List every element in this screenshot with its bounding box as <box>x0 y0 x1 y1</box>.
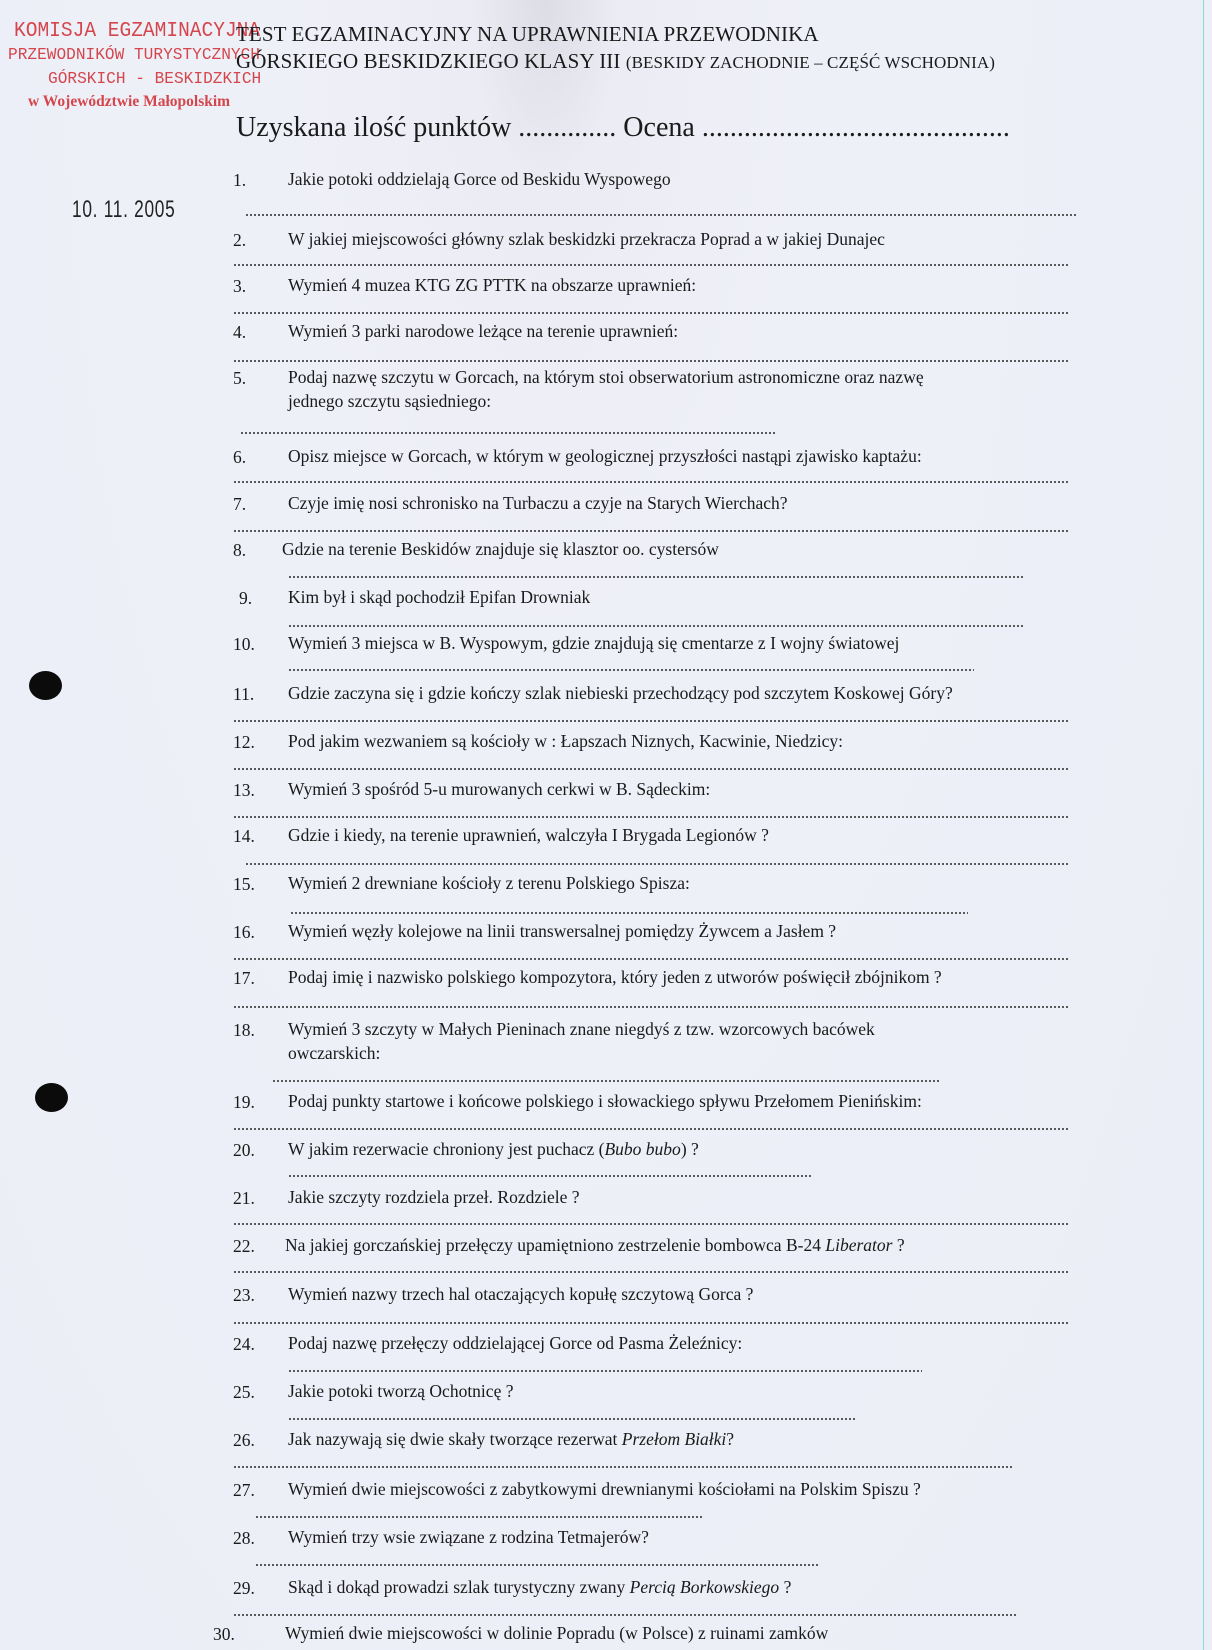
question-text <box>288 491 788 515</box>
question-text-main: Pod jakim wezwaniem są kościoły w : Łapszach Niznych, Kacwinie, Niedzicy: <box>288 731 843 751</box>
question-text <box>288 871 690 895</box>
question-number: 21. <box>233 1188 255 1208</box>
question-text-main: Gdzie i kiedy, na terenie uprawnień, walczyła I Brygada Legionów ? <box>288 825 769 845</box>
question-text-main: Podaj punkty startowe i końcowe polskiego i słowackiego spływu Przełomem Pienińskim: <box>288 1091 922 1111</box>
question-text <box>288 823 769 847</box>
answer-line[interactable] <box>272 1080 940 1082</box>
question-text-main: Kim był i skąd pochodził Epifan Drowniak <box>288 587 591 607</box>
question-number: 25. <box>233 1382 255 1402</box>
question-text-main: Wymień 3 spośród 5-u murowanych cerkwi w B. Sądeckim: <box>288 779 711 799</box>
question-text <box>285 1621 828 1645</box>
question-text <box>288 919 836 943</box>
question-text <box>288 1379 513 1403</box>
question-number: 7. <box>233 494 247 514</box>
answer-line[interactable] <box>288 1418 855 1420</box>
question-text-main: Wymień dwie miejscowości z zabytkowymi drewnianymi kościołami na Polskim Spiszu ? <box>288 1479 921 1499</box>
question-text-main: Podaj imię i nazwisko polskiego kompozytora, który jeden z utworów poświęcił zbójnikom ? <box>288 967 942 987</box>
question-text-main: Podaj nazwę przełęczy oddzielającej Gorce od Pasma Żeleźnicy: <box>288 1333 743 1353</box>
question-text-main: Wymień 3 szczyty w Małych Pieninach znane niegdyś z tzw. wzorcowych bacówek <box>288 1019 875 1039</box>
question-text <box>288 1089 922 1113</box>
question-number: 11. <box>233 684 255 704</box>
answer-line[interactable] <box>233 1466 1012 1468</box>
answer-line[interactable] <box>240 432 775 434</box>
question-number: 24. <box>233 1334 255 1354</box>
commission-stamp-line-4: w Województwie Małopolskim <box>28 93 231 110</box>
question-text-main: Skąd i dokąd prowadzi szlak turystyczny zwany <box>288 1577 630 1597</box>
answer-line[interactable] <box>245 214 1078 216</box>
question-text-main: Jakie potoki oddzielają Gorce od Beskidu Wyspowego <box>288 169 671 189</box>
answer-line[interactable] <box>233 720 1068 722</box>
question-text <box>288 319 678 343</box>
question-text <box>288 777 710 801</box>
exam-title-main: GÓRSKIEGO BESKIDZKIEGO KLASY III <box>236 49 621 73</box>
question-text <box>288 1477 921 1501</box>
question-text <box>288 1331 742 1355</box>
answer-line[interactable] <box>288 576 1023 578</box>
question-text-main: Czyje imię nosi schronisko na Turbaczu a czyje na Starych Wierchach? <box>288 493 788 513</box>
question-text <box>288 681 953 705</box>
question-text-main: Wymień trzy wsie związane z rodzina Tetmajerów? <box>288 1527 649 1547</box>
answer-line[interactable] <box>233 264 1068 266</box>
question-text-main: Wymień 3 parki narodowe leżące na terenie uprawnień: <box>288 321 679 341</box>
question-text-main: Wymień 4 muzea KTG ZG PTTK na obszarze uprawnień: <box>288 275 697 295</box>
commission-stamp-line-3: GÓRSKICH - BESKIDZKICH <box>48 70 262 89</box>
question-text-main: Wymień 2 drewniane kościoły z terenu Polskiego Spisza: <box>288 873 690 893</box>
question-text-main: Wymień 3 miejsca w B. Wyspowym, gdzie znajdują się cmentarze z I wojny światowej <box>288 633 900 653</box>
question-number: 17. <box>233 968 255 988</box>
question-text-tail: ) ? <box>680 1139 699 1159</box>
question-text-main: W jakim rezerwacie chroniony jest puchacz ( <box>288 1139 605 1159</box>
question-text-tail: ? <box>892 1235 905 1255</box>
answer-line[interactable] <box>288 1370 922 1372</box>
question-number: 10. <box>233 634 255 654</box>
question-number: 22. <box>233 1236 255 1256</box>
answer-line[interactable] <box>233 768 1068 770</box>
points-label: Uzyskana ilość punktów <box>236 112 512 143</box>
question-number: 3. <box>233 276 247 296</box>
question-number: 29. <box>233 1578 255 1598</box>
answer-line[interactable] <box>233 958 1068 960</box>
question-number: 18. <box>233 1020 255 1040</box>
grade-field[interactable]: ............................................ <box>701 112 1010 143</box>
answer-line[interactable] <box>233 1128 1068 1130</box>
question-text-italic: Percią Borkowskiego <box>629 1577 780 1597</box>
question-number: 14. <box>233 826 255 846</box>
question-text <box>288 1282 753 1306</box>
answer-line[interactable] <box>288 625 1025 627</box>
question-text-main: Jak nazywają się dwie skały tworzące rezerwat <box>288 1429 622 1449</box>
question-text <box>288 1017 875 1065</box>
answer-line[interactable] <box>233 1223 1068 1225</box>
question-number: 13. <box>233 780 255 800</box>
punch-hole <box>35 1083 68 1112</box>
question-text-continued: owczarskich: <box>288 1043 381 1063</box>
question-text <box>288 585 590 609</box>
question-text <box>288 1137 699 1161</box>
question-text <box>285 1233 905 1257</box>
answer-line[interactable] <box>288 1175 812 1177</box>
question-number: 15. <box>233 874 255 894</box>
date-stamp: 10. 11. 2005 <box>72 196 176 223</box>
grade-label: Ocena <box>623 112 695 143</box>
answer-line[interactable] <box>233 1271 1068 1273</box>
question-text-italic: Liberator <box>825 1235 893 1255</box>
answer-line[interactable] <box>233 312 1068 314</box>
question-text <box>288 167 671 191</box>
points-field[interactable]: .............. <box>518 112 617 143</box>
question-text <box>288 965 942 989</box>
answer-line[interactable] <box>233 816 1068 818</box>
answer-line[interactable] <box>233 360 1068 362</box>
question-text-main: Wymień nazwy trzech hal otaczających kopułę szczytową Gorca ? <box>288 1284 754 1304</box>
question-text <box>288 365 924 413</box>
answer-line[interactable] <box>233 481 1068 483</box>
question-number: 12. <box>233 732 255 752</box>
question-text-main: Opisz miejsce w Gorcach, w którym w geologicznej przyszłości nastąpi zjawisko kaptażu: <box>288 446 922 466</box>
question-text-main: Wymień dwie miejscowości w dolinie Popradu (w Polsce) z ruinami zamków <box>285 1623 829 1643</box>
answer-line[interactable] <box>233 530 1068 532</box>
answer-line[interactable] <box>255 1516 702 1518</box>
question-text-main: Jakie szczyty rozdziela przeł. Rozdziele ? <box>288 1187 580 1207</box>
question-text-main: Gdzie na terenie Beskidów znajduje się klasztor oo. cystersów <box>282 539 719 559</box>
exam-title-region: (BESKIDY ZACHODNIE – CZĘŚĆ WSCHODNIA) <box>625 53 996 72</box>
question-text-main: Jakie potoki tworzą Ochotnicę ? <box>288 1381 514 1401</box>
question-text-main: Na jakiej gorczańskiej przełęczy upamiętniono zestrzelenie bombowca B-24 <box>285 1235 826 1255</box>
question-number: 4. <box>233 322 247 342</box>
question-number: 9. <box>239 588 253 608</box>
question-text-tail: ? <box>779 1577 792 1597</box>
question-text <box>288 444 922 468</box>
answer-line[interactable] <box>255 1564 818 1566</box>
commission-stamp-line-1: KOMISJA EGZAMINACYJNA <box>14 20 261 43</box>
question-text <box>288 729 843 753</box>
question-number: 19. <box>233 1092 255 1112</box>
question-number: 23. <box>233 1285 255 1305</box>
question-text-main: W jakiej miejscowości główny szlak beskidzki przekracza Poprad a w jakiej Dunajec <box>288 229 885 249</box>
question-text-main: Podaj nazwę szczytu w Gorcach, na którym stoi obserwatorium astronomiczne oraz nazwę <box>288 367 924 387</box>
question-text <box>288 1185 580 1209</box>
question-number: 28. <box>233 1528 255 1548</box>
question-text <box>288 1525 649 1549</box>
question-number: 2. <box>233 230 247 250</box>
question-number: 16. <box>233 922 255 942</box>
question-text <box>288 273 696 297</box>
question-text-italic: Bubo bubo <box>604 1139 681 1159</box>
question-text <box>282 537 719 561</box>
question-text <box>288 1575 791 1599</box>
scan-edge-line <box>1203 0 1204 1650</box>
answer-line[interactable] <box>288 669 974 671</box>
answer-line[interactable] <box>233 1006 1068 1008</box>
question-text-tail: ? <box>726 1429 735 1449</box>
question-number: 20. <box>233 1140 255 1160</box>
question-text-main: Wymień węzły kolejowe na linii transwersalnej pomiędzy Żywcem a Jasłem ? <box>288 921 837 941</box>
answer-line[interactable] <box>245 863 1068 865</box>
question-text-italic: Przełom Białki <box>621 1429 727 1449</box>
question-text <box>288 227 885 251</box>
commission-stamp-line-2: PRZEWODNIKÓW TURYSTYCZNYCH <box>8 46 260 65</box>
question-number: 8. <box>233 540 247 560</box>
punch-hole <box>29 671 62 700</box>
exam-title-line-2 <box>236 49 995 74</box>
question-text <box>288 631 899 655</box>
question-number: 27. <box>233 1480 255 1500</box>
question-number: 30. <box>213 1624 235 1644</box>
exam-title-line-1: TEST EGZAMINACYJNY NA UPRAWNIENIA PRZEWODNIKA <box>236 22 819 46</box>
answer-line[interactable] <box>290 912 968 914</box>
answer-line[interactable] <box>233 1322 1068 1324</box>
question-number: 1. <box>233 170 247 190</box>
question-number: 26. <box>233 1430 255 1450</box>
question-text-main: Gdzie zaczyna się i gdzie kończy szlak niebieski przechodzący pod szczytem Koskowej Góry? <box>288 683 953 703</box>
question-text-continued: jednego szczytu sąsiedniego: <box>288 391 492 411</box>
score-line <box>236 112 1010 144</box>
question-number: 5. <box>233 368 247 388</box>
question-number: 6. <box>233 447 247 467</box>
question-text <box>288 1427 734 1451</box>
answer-line[interactable] <box>233 1614 1018 1616</box>
